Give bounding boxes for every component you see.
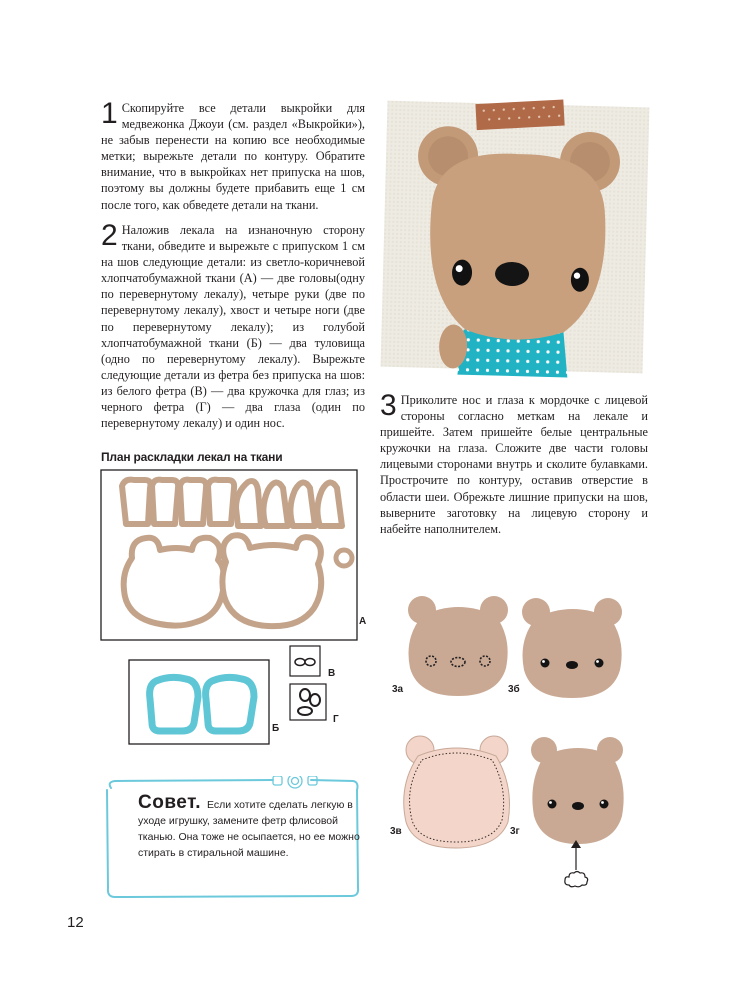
arrow-up-icon [568, 838, 584, 872]
layout-diagram-v [289, 645, 323, 679]
step-text: Приколите нос и глаза к мордочке с лицевой стороны согласно меткам на лекале и пришейте. Затем пришейте белые центральные кружочки на глаза. Сложите две части головы лицевыми сторонами внутрь и сколите булавками. Прострочите по контуру, оставив отверстие в области шеи. Обрежьте лишние припуски на шов, выверните заготовку на лицевую сторону и набейте наполнителем. [380, 393, 648, 536]
layout-plan-title: План раскладки лекал на ткани [101, 450, 283, 464]
layout-label-g: Г [333, 714, 339, 725]
layout-label-v: В [328, 668, 336, 679]
bear-face-3a [400, 588, 518, 700]
figure-label-3a: 3а [392, 684, 404, 695]
step-3 [380, 389, 648, 537]
layout-diagram-a [100, 468, 365, 644]
bear-photo [376, 96, 652, 378]
step-number: 2 [101, 219, 118, 252]
layout-label-b: Б [272, 723, 280, 734]
tip-emblem [273, 776, 317, 788]
step-text: Скопируйте все детали выкройки для медвежонка Джоуи (см. раздел «Выкройки»), не забыв перенести на копию все необходимые метки; вырежьте детали по контуру. Обратите внимание, что в выкройках нет припуска на шов, поэтому вы должны будете прибавить еще 1 см после того, как обведете детали на ткани. [101, 101, 365, 212]
step-2 [101, 219, 365, 431]
step-text: Наложив лекала на изнаночную сторону ткани, обведите и вырежьте с припуском 1 см на шов следующие детали: из светло-коричневой хлопчатобумажной ткани (А) — две головы(одну по перевернутому лекалу), четыре руки (две по перевернутому лекалу), хвост и четыре ноги (две по перевернутому лекалу); из голубой хлопчатобумажной ткани (Б) — два туловища (одно по перевернутому лекалу). Вырежьте следующие детали из фетра без припуска на шов: из белого фетра (В) — два кружочка для глаз; из черного фетра (Г) — два глаза (один по перевернутому лекалу) и один нос. [101, 223, 365, 431]
figure-label-3v: 3в [390, 826, 402, 837]
cloud-icon [563, 869, 589, 889]
bear-face-3v [398, 732, 516, 852]
layout-diagram-g [289, 683, 329, 723]
bear-face-3b [514, 590, 632, 702]
layout-label-a: А [359, 616, 367, 627]
tip-title: Совет. [138, 792, 201, 813]
bear-face-3g [524, 730, 632, 848]
step-1 [101, 97, 365, 213]
washi-tape [475, 100, 564, 131]
page-number: 12 [67, 914, 84, 931]
figure-label-3b: 3б [508, 684, 520, 695]
tip-text: Если хотите сделать легкую в уходе игрушку, замените фетр флисовой тканью. Она тоже не осыпается, но ее можно стирать в стиральной машине. [138, 799, 360, 859]
figure-label-3g: 3г [510, 826, 520, 837]
tip-content [138, 792, 363, 861]
layout-diagram-b [128, 659, 274, 747]
step-number: 3 [380, 389, 397, 422]
step-number: 1 [101, 97, 118, 130]
